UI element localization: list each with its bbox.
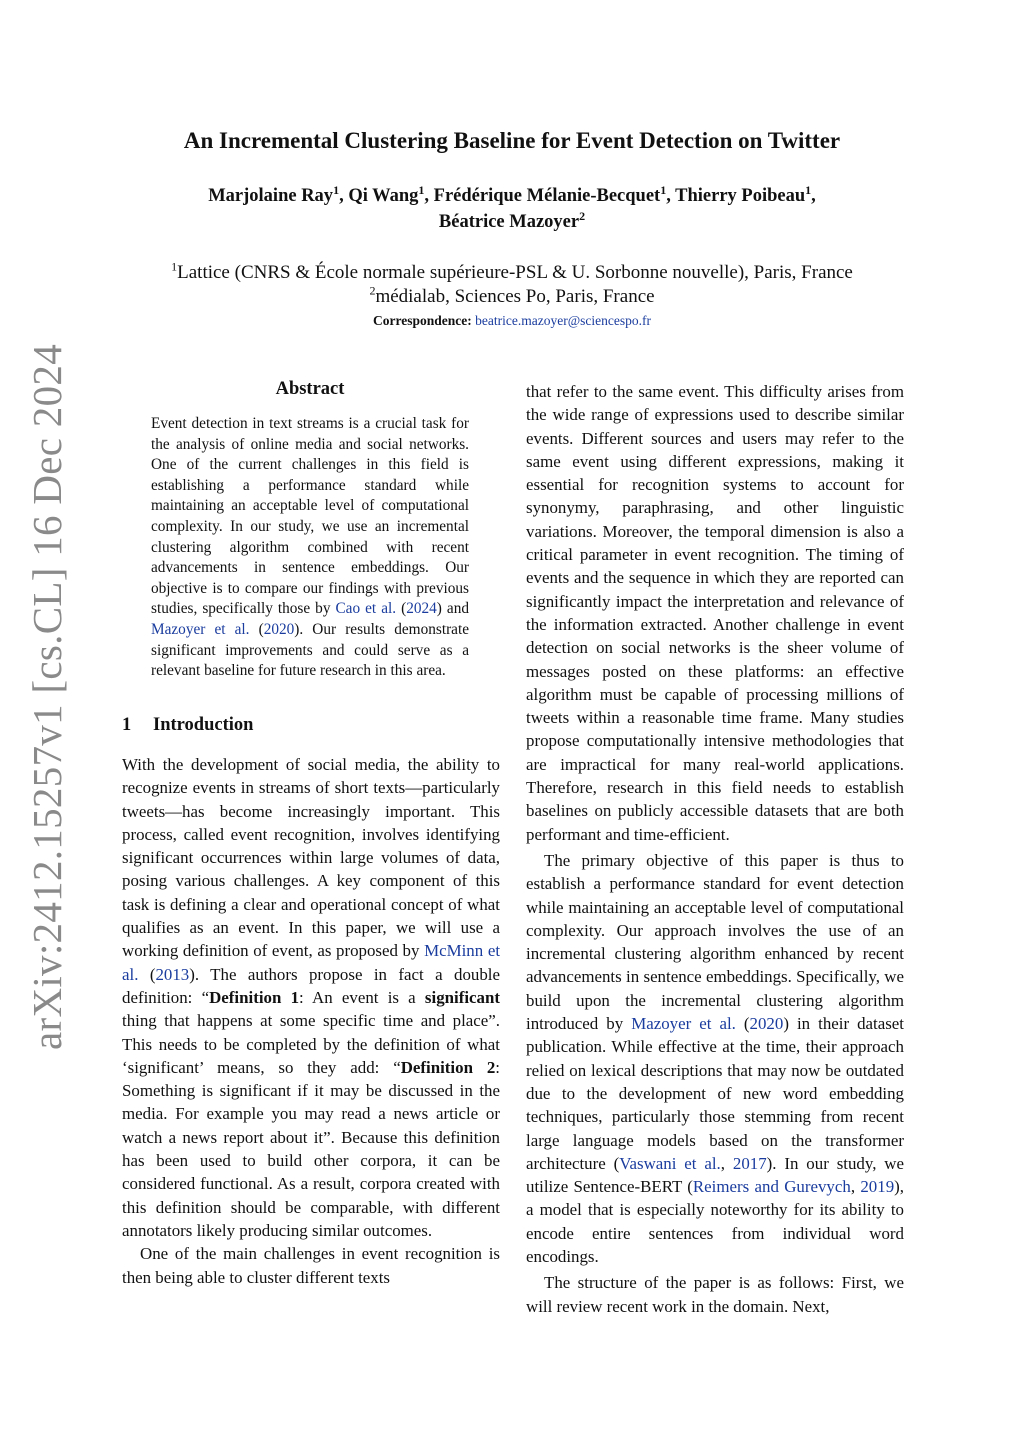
paragraph xyxy=(526,849,904,1268)
author-affil-mark: 1 xyxy=(418,182,425,197)
citation-year-link[interactable]: 2024 xyxy=(406,600,437,618)
citation-year-link[interactable]: 2020 xyxy=(263,620,295,638)
left-column-body xyxy=(122,753,500,1289)
section-title: Introduction xyxy=(153,715,254,735)
affiliation-line xyxy=(80,261,944,285)
body-text: ). The authors propose in fact a double definition: “ xyxy=(122,964,500,1007)
citation-link[interactable]: Vaswani et al. xyxy=(619,1153,721,1173)
author-name: Frédérique Mélanie-Becquet xyxy=(433,186,661,206)
author-affil-mark: 1 xyxy=(333,182,340,197)
affiliation-line xyxy=(80,285,944,309)
citation-link[interactable]: McMinn et al. xyxy=(122,941,501,984)
correspondence-email-link[interactable]: beatrice.mazoyer@sciencespo.fr xyxy=(475,313,651,328)
correspondence-label: Correspondence: xyxy=(373,313,472,328)
body-text: ) in their dataset publication. While effective at the time, their approach relied on lexical descriptions that may now be outdated due to the development of new word embedding techniques, particularly those stemming from recent large language models based on the transformer architecture ( xyxy=(526,1014,904,1173)
body-text: thing that happens at some specific time and place”. This needs to be completed by the definition of what ‘significant’ means, so they add: “ xyxy=(122,1011,500,1077)
paragraph: One of the main challenges in event recognition is then being able to cluster different texts xyxy=(122,1244,500,1287)
citation-link[interactable]: Cao et al. xyxy=(335,600,397,618)
body-text: ), a model that is especially noteworthy for its ability to encode entire sentences from individual word encodings. xyxy=(526,1177,904,1266)
author-list xyxy=(120,183,904,235)
affil-text: médialab, Sciences Po, Paris, France xyxy=(375,286,655,307)
body-text: : An event is a xyxy=(299,987,425,1007)
author-separator: , xyxy=(339,186,349,206)
author-separator: , xyxy=(424,186,434,206)
paper-title: An Incremental Clustering Baseline for Event Detection on Twitter xyxy=(183,128,841,153)
citation-punct: ( xyxy=(396,600,407,618)
body-text: The primary objective of this paper is thus to establish a performance standard for event detection while maintaining an acceptable level of computational complexity. Our approach involves the use of an incremental clustering algorithm enhanced by recent advancements in sentence embeddings. Specifically, we build upon the incremental clustering algorithm introduced by xyxy=(526,850,904,1034)
paragraph xyxy=(122,753,500,1242)
citation-year-link[interactable]: 2020 xyxy=(749,1014,784,1034)
citation-link[interactable]: Mazoyer et al. xyxy=(631,1014,736,1034)
definition-label: Definition 2 xyxy=(400,1057,496,1077)
citation-punct: ( xyxy=(249,620,264,638)
author-affil-mark: 1 xyxy=(660,182,667,197)
body-text: With the development of social media, the ability to recognize events in streams of short texts—particularly tweets—has become increasingly important. This process, called event recognition, involves identifying significant occurrences within large volumes of data, posing various challenges. A key component of this task is defining a clear and operational concept of what qualifies as an event. In this paper, we will use a working definition of event, as proposed by xyxy=(122,755,500,961)
author-name: Marjolaine Ray xyxy=(208,186,334,206)
correspondence xyxy=(0,313,1024,329)
arxiv-identifier: arXiv:2412.15257v1 [cs.CL] 16 Dec 2024 xyxy=(24,344,70,1050)
affiliations xyxy=(80,261,944,309)
citation-punct: ( xyxy=(138,964,156,984)
author-affil-mark: 1 xyxy=(805,182,812,197)
citation-link[interactable]: Reimers and Gurevych xyxy=(692,1177,851,1197)
author-affil-mark: 2 xyxy=(579,208,586,223)
abstract-text: Event detection in text streams is a crucial task for the analysis of online media and social networks. One of the current challenges in this field is establishing a performance standard while maintaining an acceptable level of computational complexity. In our study, we use an incremental clustering algorithm combined with recent advancements in sentence embeddings. Our objective is to compare our findings with previous studies, specifically those by xyxy=(151,415,469,618)
author-name: Thierry Poibeau xyxy=(675,186,806,206)
right-column-body xyxy=(526,380,904,1318)
citation-year-link[interactable]: 2019 xyxy=(860,1177,895,1197)
citation-year-link[interactable]: 2017 xyxy=(732,1153,767,1173)
abstract-text: ). Our results demonstrate significant improvements and could serve as a relevant baseline for future research in this area. xyxy=(151,620,469,680)
author-separator: , xyxy=(666,186,676,206)
section-heading xyxy=(122,715,253,736)
body-text: ). In our study, we utilize Sentence-BERT ( xyxy=(526,1153,904,1197)
citation-punct: , xyxy=(720,1153,733,1173)
abstract-body xyxy=(151,414,469,682)
abstract-text: ) and xyxy=(436,600,469,618)
citation-punct: , xyxy=(850,1177,861,1197)
author-separator: , xyxy=(811,186,816,206)
author-name: Béatrice Mazoyer xyxy=(438,212,580,232)
citation-year-link[interactable]: 2013 xyxy=(155,964,190,984)
emphasis-text: significant xyxy=(424,987,500,1007)
citation-punct: ( xyxy=(735,1014,750,1034)
section-number: 1 xyxy=(122,715,132,735)
definition-label: Definition 1 xyxy=(209,987,300,1007)
paragraph: The structure of the paper is as follows: First, we will review recent work in the domain. Next, xyxy=(526,1273,904,1316)
affil-number: 2 xyxy=(369,283,376,298)
affil-text: Lattice (CNRS & École normale supérieure-PSL & U. Sorbonne nouvelle), Paris, France xyxy=(177,262,853,283)
abstract-heading: Abstract xyxy=(275,379,345,399)
author-name: Qi Wang xyxy=(348,186,419,206)
affil-number: 1 xyxy=(171,259,178,274)
paragraph: that refer to the same event. This difficulty arises from the wide range of expressions used to describe similar events. Different sources and users may refer to the same event using different expressions, making it essential for recognition systems to account for synonymy, paraphrasing, and other linguistic variations. Moreover, the temporal dimension is also a critical parameter in event recognition. The timing of events and the sequence in which they are reported can significantly impact the interpretation and relevance of the information extracted. Another challenge in event detection on social networks is the sheer volume of messages posted on these platforms: an effective algorithm must be capable of processing millions of tweets within a reasonable time frame. Many studies propose computationally intensive methodologies that are impractical for many real-world applications. Therefore, research in this field needs to establish baselines on publicly accessible datasets that are both performant and time-efficient. xyxy=(526,382,904,844)
body-text: : Something is significant if it may be discussed in the media. For example you may read a news article or watch a news report about it”. Because this definition has been used to build other corpora, it can be considered functional. As a result, corpora created with this definition should be comparable, with different annotators likely producing similar outcomes. xyxy=(122,1057,500,1240)
citation-link[interactable]: Mazoyer et al. xyxy=(151,620,250,638)
